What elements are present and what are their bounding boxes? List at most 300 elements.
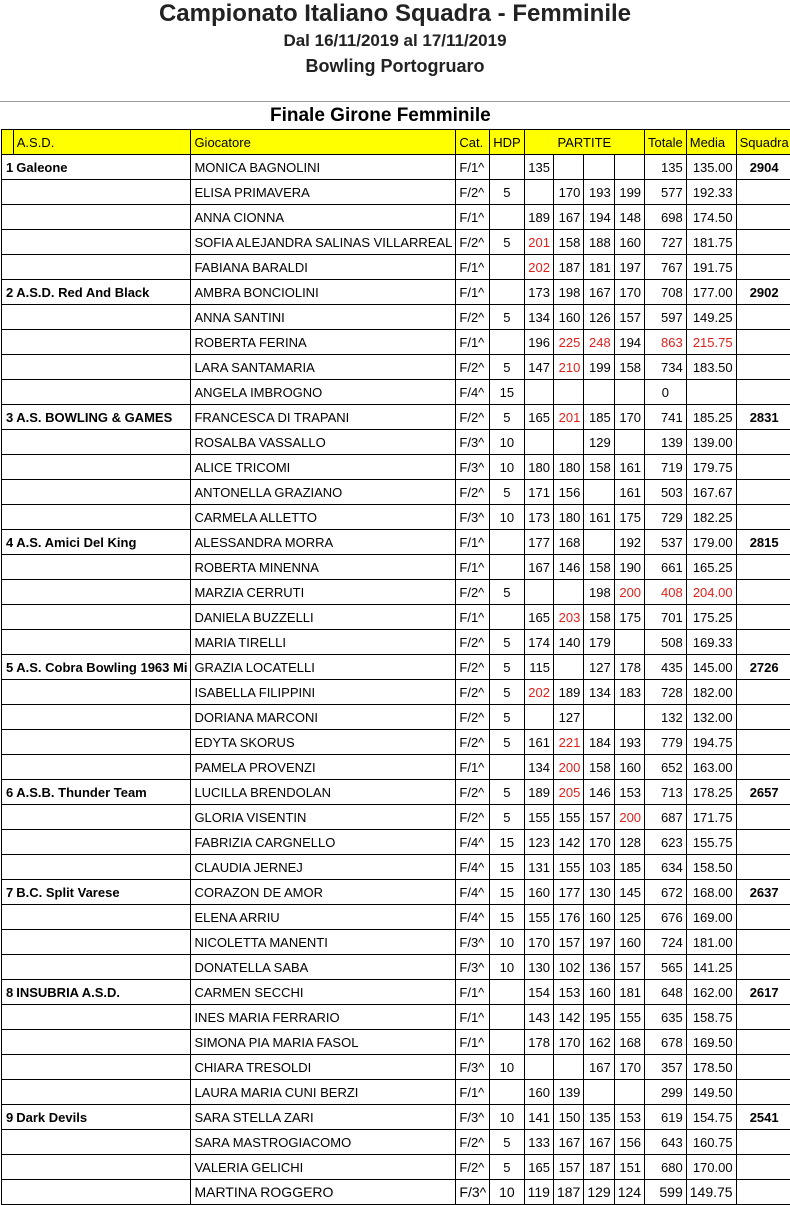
team-total-cell <box>736 1155 790 1180</box>
average-cell: 191.75 <box>686 255 736 280</box>
game-4-cell: 158 <box>614 355 644 380</box>
team-total-cell <box>736 1055 790 1080</box>
club-cell <box>13 930 191 955</box>
rank-cell <box>2 255 14 280</box>
club-cell <box>13 380 191 405</box>
rank-cell <box>2 230 14 255</box>
game-3-cell: 197 <box>584 930 614 955</box>
average-cell: 194.75 <box>686 730 736 755</box>
category-cell: F/1^ <box>456 1080 490 1105</box>
average-cell: 169.33 <box>686 630 736 655</box>
category-cell: F/1^ <box>456 1005 490 1030</box>
rank-cell: 6 <box>2 780 14 805</box>
rank-cell: 8 <box>2 980 14 1005</box>
table-row <box>2 730 790 755</box>
handicap-cell: 15 <box>490 380 524 405</box>
player-cell: GLORIA VISENTIN <box>191 805 456 830</box>
club-cell: A.S. Cobra Bowling 1963 Mi <box>13 655 191 680</box>
total-cell: 734 <box>645 355 687 380</box>
game-3-cell: 157 <box>584 805 614 830</box>
player-cell: SARA MASTROGIACOMO <box>191 1130 456 1155</box>
category-cell: F/1^ <box>456 155 490 180</box>
player-cell: ELISA PRIMAVERA <box>191 180 456 205</box>
total-cell: 597 <box>645 305 687 330</box>
average-cell: 169.00 <box>686 905 736 930</box>
category-cell: F/3^ <box>456 930 490 955</box>
header-cat: Cat. <box>456 130 490 155</box>
rank-cell <box>2 355 14 380</box>
player-cell: LARA SANTAMARIA <box>191 355 456 380</box>
game-1-cell: 202 <box>524 255 553 280</box>
total-cell: 708 <box>645 280 687 305</box>
total-cell: 678 <box>645 1030 687 1055</box>
player-cell: PAMELA PROVENZI <box>191 755 456 780</box>
game-1-cell: 135 <box>524 155 553 180</box>
club-cell: A.S.D. Red And Black <box>13 280 191 305</box>
table-row <box>2 155 790 180</box>
player-cell: ANTONELLA GRAZIANO <box>191 480 456 505</box>
average-cell: 181.00 <box>686 930 736 955</box>
game-3-cell: 130 <box>584 880 614 905</box>
rank-cell <box>2 605 14 630</box>
average-cell: 168.00 <box>686 880 736 905</box>
club-cell <box>13 1055 191 1080</box>
player-cell: FRANCESCA DI TRAPANI <box>191 405 456 430</box>
handicap-cell: 5 <box>490 655 524 680</box>
game-4-cell: 200 <box>614 580 644 605</box>
game-1-cell: 154 <box>524 980 553 1005</box>
team-total-cell: 2902 <box>736 280 790 305</box>
rank-cell <box>2 1130 14 1155</box>
player-cell: ELENA ARRIU <box>191 905 456 930</box>
average-cell: 154.75 <box>686 1105 736 1130</box>
rank-cell: 3 <box>2 405 14 430</box>
total-cell: 713 <box>645 780 687 805</box>
category-cell: F/2^ <box>456 805 490 830</box>
table-row <box>2 1055 790 1080</box>
game-3-cell <box>584 705 614 730</box>
team-total-cell <box>736 505 790 530</box>
game-1-cell <box>524 430 553 455</box>
game-1-cell: 189 <box>524 205 553 230</box>
average-cell: 178.50 <box>686 1055 736 1080</box>
rank-cell <box>2 305 14 330</box>
average-cell: 182.00 <box>686 680 736 705</box>
handicap-cell: 5 <box>490 305 524 330</box>
team-total-cell <box>736 555 790 580</box>
handicap-cell: 10 <box>490 930 524 955</box>
team-total-cell <box>736 580 790 605</box>
game-1-cell: 178 <box>524 1030 553 1055</box>
game-4-cell: 192 <box>614 530 644 555</box>
game-2-cell: 180 <box>553 505 583 530</box>
total-cell: 698 <box>645 205 687 230</box>
game-1-cell: 173 <box>524 280 553 305</box>
average-cell: 170.00 <box>686 1155 736 1180</box>
category-cell: F/2^ <box>456 730 490 755</box>
game-3-cell: 199 <box>584 355 614 380</box>
category-cell: F/3^ <box>456 1055 490 1080</box>
game-3-cell <box>584 480 614 505</box>
game-4-cell <box>614 430 644 455</box>
rank-cell <box>2 1055 14 1080</box>
table-header <box>2 130 790 155</box>
table-row <box>2 930 790 955</box>
game-3-cell: 135 <box>584 1105 614 1130</box>
club-cell <box>13 555 191 580</box>
category-cell: F/3^ <box>456 505 490 530</box>
category-cell: F/2^ <box>456 405 490 430</box>
club-cell: A.S.B. Thunder Team <box>13 780 191 805</box>
handicap-cell: 15 <box>490 855 524 880</box>
game-1-cell <box>524 580 553 605</box>
average-cell: 215.75 <box>686 330 736 355</box>
average-cell: 149.50 <box>686 1080 736 1105</box>
handicap-cell <box>490 605 524 630</box>
club-cell <box>13 630 191 655</box>
game-3-cell: 158 <box>584 755 614 780</box>
game-2-cell: 200 <box>553 755 583 780</box>
total-cell: 139 <box>645 430 687 455</box>
club-cell: A.S. BOWLING & GAMES <box>13 405 191 430</box>
game-2-cell: 158 <box>553 230 583 255</box>
game-1-cell: 134 <box>524 305 553 330</box>
rank-cell <box>2 955 14 980</box>
table-row <box>2 755 790 780</box>
date-range: Dal 16/11/2019 al 17/11/2019 <box>0 30 790 52</box>
game-3-cell <box>584 380 614 405</box>
total-cell: 135 <box>645 155 687 180</box>
game-2-cell: 155 <box>553 855 583 880</box>
header-games: PARTITE <box>524 130 644 155</box>
table-row <box>2 1130 790 1155</box>
player-cell: ALESSANDRA MORRA <box>191 530 456 555</box>
game-3-cell <box>584 1080 614 1105</box>
game-4-cell: 197 <box>614 255 644 280</box>
game-1-cell: 155 <box>524 905 553 930</box>
handicap-cell <box>490 255 524 280</box>
game-3-cell: 167 <box>584 1055 614 1080</box>
game-3-cell: 187 <box>584 1155 614 1180</box>
rank-cell <box>2 830 14 855</box>
player-cell: EDYTA SKORUS <box>191 730 456 755</box>
handicap-cell <box>490 980 524 1005</box>
game-4-cell: 160 <box>614 755 644 780</box>
team-total-cell <box>736 1005 790 1030</box>
game-4-cell: 160 <box>614 230 644 255</box>
player-cell: ROBERTA FERINA <box>191 330 456 355</box>
rank-cell <box>2 905 14 930</box>
game-2-cell: 177 <box>553 880 583 905</box>
category-cell: F/2^ <box>456 305 490 330</box>
game-3-cell: 158 <box>584 605 614 630</box>
total-cell: 729 <box>645 505 687 530</box>
game-4-cell: 199 <box>614 180 644 205</box>
game-3-cell: 160 <box>584 905 614 930</box>
game-4-cell: 200 <box>614 805 644 830</box>
table-row <box>2 380 790 405</box>
handicap-cell: 5 <box>490 405 524 430</box>
handicap-cell: 15 <box>490 905 524 930</box>
average-cell: 139.00 <box>686 430 736 455</box>
category-cell: F/1^ <box>456 255 490 280</box>
game-1-cell: 147 <box>524 355 553 380</box>
game-2-cell: 187 <box>553 255 583 280</box>
game-1-cell: 202 <box>524 680 553 705</box>
rank-cell <box>2 380 14 405</box>
rank-cell <box>2 1155 14 1180</box>
team-total-cell <box>736 1130 790 1155</box>
game-2-cell <box>553 655 583 680</box>
team-total-cell <box>736 480 790 505</box>
player-cell: MARTINA ROGGERO <box>191 1180 456 1205</box>
game-1-cell: 119 <box>524 1180 553 1205</box>
game-3-cell: 158 <box>584 555 614 580</box>
team-total-cell: 2541 <box>736 1105 790 1130</box>
game-1-cell: 143 <box>524 1005 553 1030</box>
handicap-cell: 5 <box>490 355 524 380</box>
venue: Bowling Portogruaro <box>0 55 790 77</box>
average-cell: 145.00 <box>686 655 736 680</box>
game-3-cell: 188 <box>584 230 614 255</box>
game-3-cell: 179 <box>584 630 614 655</box>
game-3-cell: 185 <box>584 405 614 430</box>
total-cell: 299 <box>645 1080 687 1105</box>
table-row <box>2 280 790 305</box>
team-total-cell: 2904 <box>736 155 790 180</box>
table-row <box>2 355 790 380</box>
handicap-cell <box>490 555 524 580</box>
game-1-cell: 196 <box>524 330 553 355</box>
table-row <box>2 655 790 680</box>
player-cell: SOFIA ALEJANDRA SALINAS VILLARREAL <box>191 230 456 255</box>
game-1-cell: 171 <box>524 480 553 505</box>
average-cell: 183.50 <box>686 355 736 380</box>
team-total-cell <box>736 630 790 655</box>
handicap-cell: 5 <box>490 705 524 730</box>
rank-cell <box>2 630 14 655</box>
category-cell: F/1^ <box>456 280 490 305</box>
category-cell: F/4^ <box>456 380 490 405</box>
team-total-cell: 2617 <box>736 980 790 1005</box>
average-cell: 165.25 <box>686 555 736 580</box>
table-row <box>2 305 790 330</box>
game-4-cell: 148 <box>614 205 644 230</box>
player-cell: LAURA MARIA CUNI BERZI <box>191 1080 456 1105</box>
results-table <box>1 129 790 1205</box>
table-row <box>2 405 790 430</box>
game-4-cell: 157 <box>614 955 644 980</box>
handicap-cell: 5 <box>490 730 524 755</box>
handicap-cell <box>490 530 524 555</box>
game-4-cell: 194 <box>614 330 644 355</box>
player-cell: FABRIZIA CARGNELLO <box>191 830 456 855</box>
game-2-cell <box>553 580 583 605</box>
game-3-cell: 126 <box>584 305 614 330</box>
category-cell: F/1^ <box>456 530 490 555</box>
game-4-cell <box>614 380 644 405</box>
team-total-cell <box>736 905 790 930</box>
rank-cell <box>2 455 14 480</box>
rank-cell <box>2 805 14 830</box>
player-cell: DONATELLA SABA <box>191 955 456 980</box>
game-4-cell: 161 <box>614 455 644 480</box>
player-cell: VALERIA GELICHI <box>191 1155 456 1180</box>
game-1-cell: 160 <box>524 880 553 905</box>
header-player: Giocatore <box>191 130 456 155</box>
game-1-cell: 167 <box>524 555 553 580</box>
game-1-cell <box>524 705 553 730</box>
category-cell: F/2^ <box>456 630 490 655</box>
game-1-cell <box>524 1055 553 1080</box>
game-4-cell: 193 <box>614 730 644 755</box>
team-total-cell <box>736 755 790 780</box>
game-2-cell <box>553 430 583 455</box>
average-cell: 179.75 <box>686 455 736 480</box>
table-row <box>2 205 790 230</box>
team-total-cell <box>736 255 790 280</box>
handicap-cell: 5 <box>490 580 524 605</box>
club-cell: A.S. Amici Del King <box>13 530 191 555</box>
total-cell: 724 <box>645 930 687 955</box>
average-cell: 163.00 <box>686 755 736 780</box>
table-row <box>2 830 790 855</box>
player-cell: FABIANA BARALDI <box>191 255 456 280</box>
game-3-cell: 195 <box>584 1005 614 1030</box>
player-cell: MARZIA CERRUTI <box>191 580 456 605</box>
handicap-cell: 5 <box>490 630 524 655</box>
game-4-cell: 157 <box>614 305 644 330</box>
category-cell: F/3^ <box>456 455 490 480</box>
player-cell: AMBRA BONCIOLINI <box>191 280 456 305</box>
team-total-cell: 2726 <box>736 655 790 680</box>
game-2-cell: 167 <box>553 1130 583 1155</box>
team-total-cell <box>736 180 790 205</box>
game-2-cell: 140 <box>553 630 583 655</box>
club-cell <box>13 255 191 280</box>
player-cell: CARMELA ALLETTO <box>191 505 456 530</box>
total-cell: 635 <box>645 1005 687 1030</box>
game-2-cell: 170 <box>553 1030 583 1055</box>
category-cell: F/1^ <box>456 205 490 230</box>
handicap-cell: 10 <box>490 430 524 455</box>
total-cell: 741 <box>645 405 687 430</box>
game-1-cell: 177 <box>524 530 553 555</box>
total-cell: 508 <box>645 630 687 655</box>
handicap-cell <box>490 1005 524 1030</box>
rank-cell <box>2 505 14 530</box>
game-1-cell: 134 <box>524 755 553 780</box>
game-2-cell: 189 <box>553 680 583 705</box>
game-3-cell: 161 <box>584 505 614 530</box>
game-2-cell <box>553 1055 583 1080</box>
club-cell: INSUBRIA A.S.D. <box>13 980 191 1005</box>
team-total-cell: 2657 <box>736 780 790 805</box>
category-cell: F/1^ <box>456 605 490 630</box>
club-cell <box>13 505 191 530</box>
category-cell: F/2^ <box>456 355 490 380</box>
total-cell: 672 <box>645 880 687 905</box>
handicap-cell: 5 <box>490 230 524 255</box>
category-cell: F/4^ <box>456 830 490 855</box>
category-cell: F/3^ <box>456 1180 490 1205</box>
player-cell: ROBERTA MINENNA <box>191 555 456 580</box>
average-cell: 181.75 <box>686 230 736 255</box>
table-row <box>2 1180 790 1205</box>
game-3-cell: 170 <box>584 830 614 855</box>
table-row <box>2 455 790 480</box>
rank-cell <box>2 1005 14 1030</box>
game-2-cell: 142 <box>553 1005 583 1030</box>
game-4-cell: 124 <box>614 1180 644 1205</box>
game-3-cell: 162 <box>584 1030 614 1055</box>
game-1-cell: 160 <box>524 1080 553 1105</box>
total-cell: 676 <box>645 905 687 930</box>
category-cell: F/1^ <box>456 980 490 1005</box>
team-total-cell <box>736 830 790 855</box>
game-2-cell: 155 <box>553 805 583 830</box>
table-row <box>2 430 790 455</box>
total-cell: 503 <box>645 480 687 505</box>
rank-cell <box>2 1030 14 1055</box>
club-cell <box>13 1005 191 1030</box>
handicap-cell <box>490 1080 524 1105</box>
team-total-cell <box>736 605 790 630</box>
average-cell: 141.25 <box>686 955 736 980</box>
category-cell: F/2^ <box>456 580 490 605</box>
total-cell: 779 <box>645 730 687 755</box>
game-2-cell: 167 <box>553 205 583 230</box>
game-3-cell: 129 <box>584 430 614 455</box>
handicap-cell <box>490 330 524 355</box>
player-cell: NICOLETTA MANENTI <box>191 930 456 955</box>
divider <box>0 101 790 102</box>
total-cell: 619 <box>645 1105 687 1130</box>
table-row <box>2 330 790 355</box>
category-cell: F/2^ <box>456 480 490 505</box>
rank-cell <box>2 730 14 755</box>
header-avg: Media <box>686 130 736 155</box>
game-2-cell: 157 <box>553 930 583 955</box>
rank-cell: 7 <box>2 880 14 905</box>
category-cell: F/1^ <box>456 755 490 780</box>
game-1-cell: 133 <box>524 1130 553 1155</box>
game-4-cell: 153 <box>614 780 644 805</box>
game-2-cell: 187 <box>553 1180 583 1205</box>
club-cell <box>13 755 191 780</box>
average-cell: 185.25 <box>686 405 736 430</box>
average-cell: 171.75 <box>686 805 736 830</box>
game-1-cell: 201 <box>524 230 553 255</box>
game-2-cell: 150 <box>553 1105 583 1130</box>
total-cell: 643 <box>645 1130 687 1155</box>
game-4-cell: 168 <box>614 1030 644 1055</box>
game-2-cell: 225 <box>553 330 583 355</box>
game-1-cell: 141 <box>524 1105 553 1130</box>
game-4-cell: 178 <box>614 655 644 680</box>
player-cell: ISABELLA FILIPPINI <box>191 680 456 705</box>
category-cell: F/1^ <box>456 555 490 580</box>
average-cell: 149.25 <box>686 305 736 330</box>
club-cell <box>13 480 191 505</box>
player-cell: MONICA BAGNOLINI <box>191 155 456 180</box>
table-row <box>2 780 790 805</box>
handicap-cell: 10 <box>490 1105 524 1130</box>
team-total-cell <box>736 930 790 955</box>
category-cell: F/3^ <box>456 430 490 455</box>
game-1-cell: 165 <box>524 605 553 630</box>
game-2-cell: 176 <box>553 905 583 930</box>
